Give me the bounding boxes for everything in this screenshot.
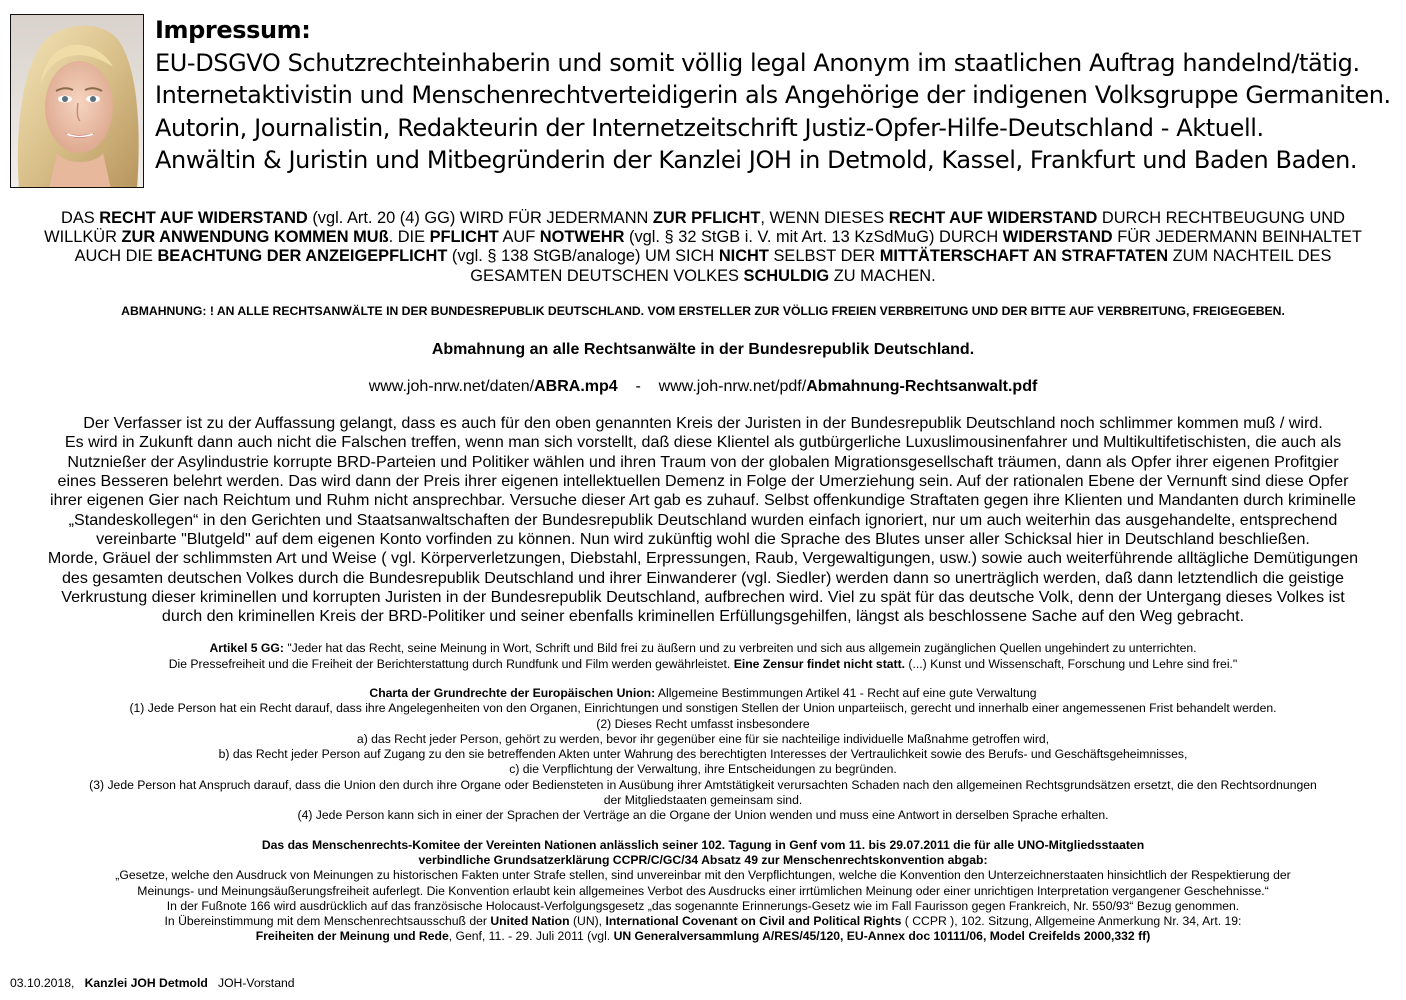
verfasser-line: Der Verfasser ist zu der Auffassung gelangt, dass es auch für den oben genannten Kreis der Juristen in der Bundesrepublik Deutschland noch schlimmer kommen muß / wird. [83, 414, 1323, 432]
widerstand-line [10, 267, 1396, 286]
text: GESAMTEN DEUTSCHEN VOLKES [470, 266, 744, 285]
menschenrechte-heading [10, 838, 1396, 853]
bold-text: Charta der Grundrechte der Europäischen Union: [369, 686, 656, 700]
verfasser-line: des gesamten deutschen Volkes durch die Bundesrepublik Deutschland und ihrer Einwanderer (vgl. Siedler) werden dann so unerträglich werden, daß dann letztendlich die geistige [61, 568, 1344, 587]
charta-line: (2) Dieses Recht umfasst insbesondere [596, 716, 810, 731]
charta-line: a) das Recht jeder Person, gehört zu werden, bevor ihr gegenüber eine für sie nachteilige individuelle Maßnahme getroffen wird, [356, 731, 1050, 746]
charta-line: der Mitgliedstaaten gemeinsam sind. [603, 793, 803, 808]
charta-line: c) die Verpflichtung der Verwaltung, ihre Entscheidungen zu begründen. [509, 762, 897, 777]
bold-text: BEACHTUNG DER ANZEIGEPFLICHT [157, 247, 448, 266]
text: . DIE [388, 228, 430, 247]
link-separator: - [617, 378, 659, 395]
text: "Jeder hat das Recht, seine Meinung in Wort, Schrift und Bild frei zu äußern und zu verbreiten und sich aus allgemein zugänglichen Quellen ungehindert zu unterrichten. [283, 641, 1197, 655]
verfasser-line: „Standeskollegen“ in den Gerichten und Staatsanwaltschaften der Bundesrepublik Deutschland wurden einfach ignoriert, nur um auch weiterhin das ausgehandelte, entsprechend [68, 510, 1338, 529]
abmahnung-title: Abmahnung an alle Rechtsanwälte in der Bundesrepublik Deutschland. [431, 341, 975, 358]
verfasser-line: Morde, Gräuel der schlimmsten Art und Weise ( vgl. Körperverletzungen, Diebstahl, Erpressungen, Raub, Vergewaltigungen, usw.) sowie auch weiterführende alltägliche Demütigungen [47, 549, 1359, 568]
bold-text: PFLICHT [429, 228, 499, 247]
author-photo [10, 14, 144, 188]
text: (vgl. § 138 StGB/analoge) UM SICH [447, 247, 719, 266]
link-file: Abmahnung-Rechtsanwalt.pdf [806, 378, 1038, 395]
text: (vgl. Art. 20 (4) GG) WIRD FÜR JEDERMANN [307, 209, 653, 227]
verfasser-line: Nutznießer der Asylindustrie korrupte BRD-Parteien und Politiker wählen und ihren Traum von der globalen Migrationsgesellschaft träumen, dann als Opfer ihrer eigenen Profitgier [67, 452, 1339, 471]
text: FÜR JEDERMANN BEINHALTET [1112, 228, 1362, 247]
menschenrechte-heading [10, 853, 1396, 868]
impressum-title: Impressum: [155, 16, 311, 44]
bold-text: United Nation [490, 914, 570, 929]
bold-text: NICHT [718, 247, 769, 266]
bold-text: Das das Menschenrechts-Komitee der Vereinten Nationen anlässlich seiner 102. Tagung in Genf vom 11. bis 29.07.2011 die für alle UNO-Mitgliedsstaaten [261, 838, 1145, 852]
link-prefix: www.joh-nrw.net/pdf/ [658, 378, 807, 395]
charta-heading [10, 686, 1396, 701]
artikel5-block [10, 641, 1396, 672]
text: Allgemeine Bestimmungen Artikel 41 - Recht auf eine gute Verwaltung [655, 686, 1037, 700]
text: (vgl. § 32 StGB i. V. mit Art. 13 KzSdMuG) DURCH [624, 228, 1003, 247]
text: Die Pressefreiheit und die Freiheit der Berichterstattung durch Rundfunk und Film werden gewährleistet. [168, 656, 734, 671]
impressum-line: Autorin, Journalistin, Redakteurin der Internetzeitschrift Justiz-Opfer-Hilfe-Deutschland - Aktuell. [155, 113, 1264, 142]
menschenrechte-quote: Meinungs- und Meinungsäußerungsfreiheit auferlegt. Die Konvention erlaubt kein allgemeines Verbot des Ausdrucks einer irrtümlichen Meinung oder einer unrichtigen Interpretation vergangener Geschehnisse.“ [137, 883, 1269, 898]
text: , WENN DIESES [760, 209, 889, 227]
link-pdf[interactable] [659, 378, 1038, 395]
bold-text: RECHT AUF WIDERSTAND [888, 209, 1098, 227]
charta-line: (3) Jede Person hat Anspruch darauf, dass die Union den durch ihre Organe oder Bediensteten in Ausübung ihrer Amtstätigkeit verursachten Schaden nach den allgemeinen Rechtsgrundsätzen ersetzt, die den Rechtsordnungen [89, 777, 1317, 792]
artikel5-line [10, 657, 1396, 673]
menschenrechte-line [10, 914, 1396, 929]
impressum-block [155, 14, 1395, 177]
bold-text: ZUR PFLICHT [652, 209, 761, 227]
menschenrechte-line: In der Fußnote 166 wird ausdrücklich auf das französische Holocaust-Verfolgungsgesetz „das sogenannte Erinnerungs-Gesetz wie im Fall Faurisson gegen Frankreich, Nr. 550/93“ Bezug genommen. [166, 898, 1240, 913]
verfasser-line: vereinbarte "Blutgeld" auf dem eigenen Konto vorfinden zu können. Nun wird zukünftig wohl die Sprache des Blutes unser aller Schicksal hier in Deutschland beschließen. [96, 530, 1310, 549]
widerstand-line [10, 228, 1396, 247]
bold-text: ZUR ANWENDUNG KOMMEN MUß [121, 228, 389, 247]
menschenrechte-line [10, 929, 1396, 944]
text: ZUM NACHTEIL DES [1168, 247, 1332, 266]
bold-text: WIDERSTAND [1002, 228, 1113, 247]
bold-text: UN Generalversammlung A/RES/45/120, EU-Annex doc 10111/06, Model Creifelds 2000,332 ff) [613, 929, 1151, 944]
verfasser-line: eines Besseren belehrt werden. Das wird dann der Preis ihrer eigenen intellektuellen Demenz in Folge der Umerziehung sein. Auf der rationalen Ebene der Vernunft sind diese Opfer [57, 472, 1349, 491]
text: DAS [61, 209, 100, 227]
charta-block [10, 686, 1396, 824]
impressum-line: Anwältin & Juristin und Mitbegründerin der Kanzlei JOH in Detmold, Kassel, Frankfurt und Baden Baden. [155, 146, 1358, 174]
widerstand-paragraph [10, 209, 1396, 286]
bold-text: verbindliche Grundsatzerklärung CCPR/C/GC/34 Absatz 49 zur Menschenrechtskonvention abgab: [418, 853, 988, 868]
footer-role: JOH-Vorstand [217, 976, 295, 990]
artikel5-label: Artikel 5 GG: [209, 641, 284, 655]
abmahnung-links [10, 377, 1396, 397]
text: AUF [498, 228, 540, 247]
text: , Genf, 11. - 29. Juli 2011 (vgl. [448, 929, 614, 944]
bold-text: Eine Zensur findet nicht statt. [733, 656, 906, 671]
text: ( CCPR ), 102. Sitzung, Allgemeine Anmerkung Nr. 34, Art. 19: [901, 914, 1242, 929]
footer [10, 975, 295, 991]
footer-org: Kanzlei JOH Detmold [84, 976, 208, 990]
text: (...) Kunst und Wissenschaft, Forschung und Lehre sind frei." [905, 656, 1238, 671]
verfasser-paragraph [10, 414, 1396, 627]
bold-text: International Covenant on Civil and Political Rights [605, 914, 902, 929]
link-file: ABRA.mp4 [534, 378, 618, 395]
menschenrechte-quote: „Gesetze, welche den Ausdruck von Meinungen zu historischen Fakten unter Strafe stellen, sind unvereinbar mit den Verpflichtungen, welche die Konvention den Unterzeichnerstaaten hinsichtlich der Respektierung der [115, 868, 1291, 883]
text: In Übereinstimmung mit dem Menschenrechtsausschuß der [164, 914, 491, 929]
charta-line: b) das Recht jeder Person auf Zugang zu den sie betreffenden Akten unter Wahrung des berechtigten Interesses der Vertraulichkeit sowie des Berufs- und Geschäftsgeheimnisses, [218, 747, 1188, 762]
text: DURCH RECHTBEUGUNG UND [1097, 209, 1345, 227]
widerstand-line [10, 209, 1396, 228]
artikel5-line [10, 641, 1396, 657]
charta-line: (1) Jede Person hat ein Recht darauf, dass ihre Angelegenheiten von den Organen, Einrichtungen und sonstigen Stellen der Union unparteiisch, gerecht und innerhalb einer angemessenen Frist behandelt werden. [129, 701, 1277, 716]
abmahnung-notice: ABMAHNUNG: ! AN ALLE RECHTSANWÄLTE IN DER BUNDESREPUBLIK DEUTSCHLAND. VOM ERSTELLER ZUR VÖLLIG FREIEN VERBREITUNG UND DER BITTE AUF VERBREITUNG, FREIGEGEBEN. [121, 304, 1285, 318]
verfasser-line: ihrer eigenen Gier nach Reichtum und Ruhm nicht ansprechbar. Versuche dieser Art gab es zuhauf. Selbst offenkundige Straftaten gegen ihre Klienten und Mandanten durch kriminelle [50, 491, 1356, 510]
impressum-line: Internetaktivistin und Menschenrechtverteidigerin als Angehörige der indigenen Volksgruppe Germaniten. [155, 81, 1391, 109]
bold-text: RECHT AUF WIDERSTAND [99, 209, 308, 227]
link-prefix: www.joh-nrw.net/daten/ [368, 378, 535, 395]
verfasser-line: durch den kriminellen Kreis der BRD-Politiker und seiner ebenfalls kriminellen Erfüllungsgehilfen, längst als beschlossene Sache auf den Weg gebracht. [161, 607, 1245, 626]
verfasser-line: Es wird in Zukunft dann auch nicht die Falschen treffen, wenn man sich vorstellt, daß diese Klientel als gutbürgerliche Luxuslimousinenfahrer und Multikultifetischisten, die auch als [64, 433, 1342, 452]
impressum-line: EU-DSGVO Schutzrechteinhaberin und somit völlig legal Anonym im staatlichen Auftrag handelnd/tätig. [155, 48, 1360, 77]
bold-text: NOTWEHR [539, 228, 625, 247]
widerstand-line [10, 247, 1396, 266]
text: (UN), [569, 914, 606, 929]
text: SELBST DER [768, 247, 880, 266]
bold-text: SCHULDIG [743, 266, 830, 285]
text: AUCH DIE [74, 247, 158, 266]
verfasser-line: Verkrustung dieser kriminellen und korrupten Juristen in der Bundesrepublik Deutschland, aufbrechen wird. Viel zu spät für das deutsche Volk, denn der Untergang dieses Volkes ist [61, 588, 1345, 607]
text: WILLKÜR [44, 228, 122, 247]
link-video[interactable] [369, 378, 618, 395]
menschenrechte-block [10, 838, 1396, 944]
bold-text: MITTÄTERSCHAFT AN STRAFTATEN [879, 247, 1169, 266]
footer-date: 03.10.2018, [10, 976, 75, 990]
text: ZU MACHEN. [829, 266, 936, 285]
bold-text: Freiheiten der Meinung und Rede [255, 929, 449, 944]
charta-line: (4) Jede Person kann sich in einer der Sprachen der Verträge an die Organe der Union wenden und muss eine Antwort in derselben Sprache erhalten. [297, 808, 1109, 823]
